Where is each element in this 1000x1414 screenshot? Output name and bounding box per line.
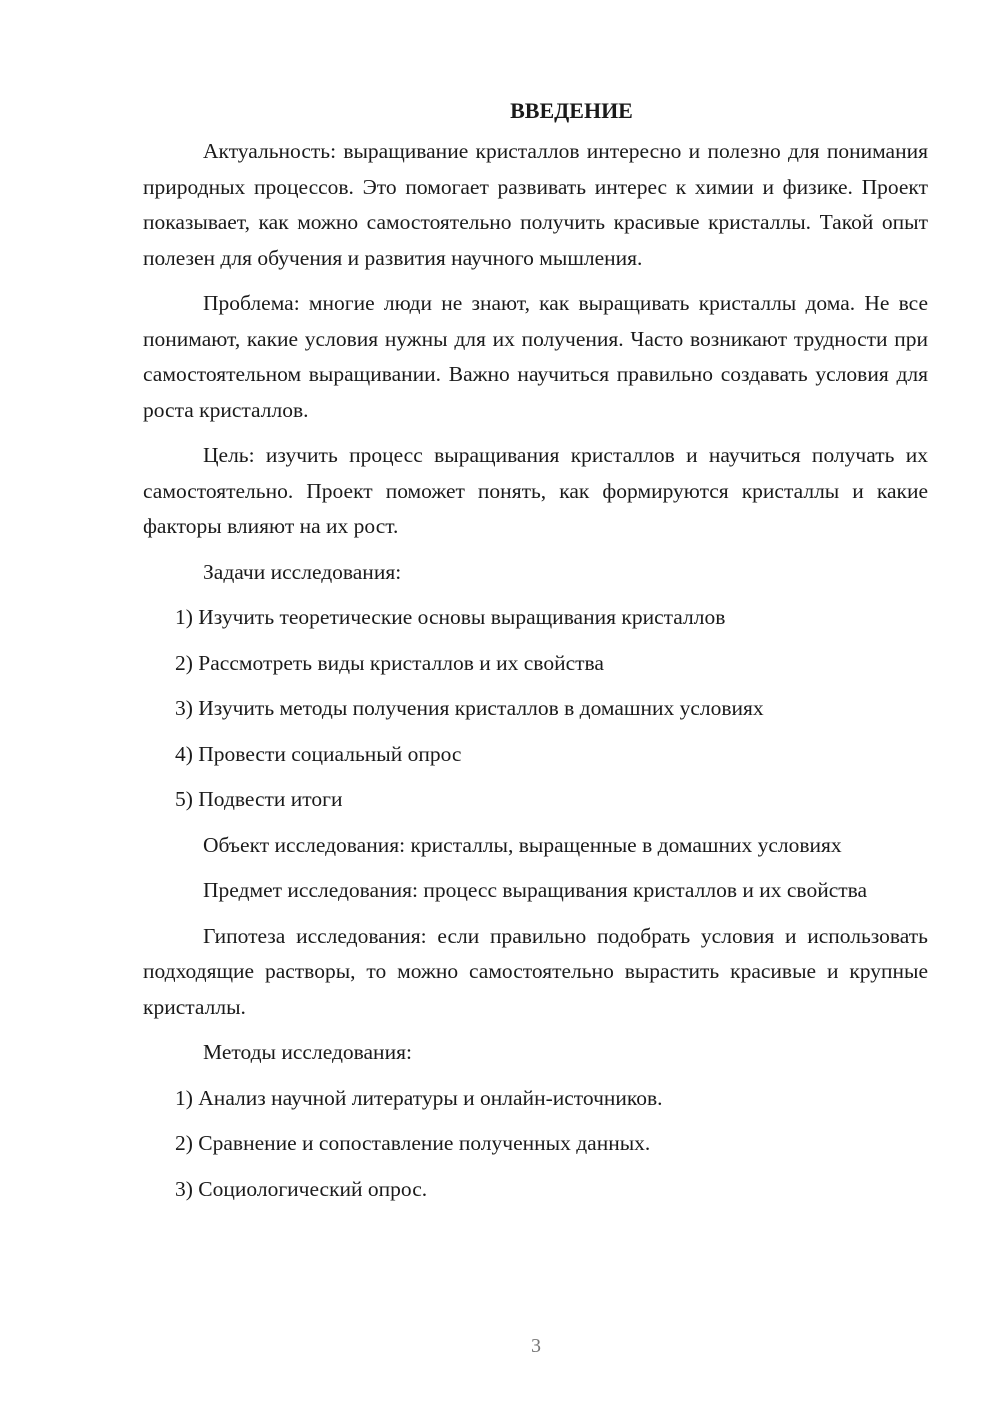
page-number: 3	[531, 1335, 541, 1357]
hypothesis-paragraph: Гипотеза исследования: если правильно подобрать условия и использовать подходящие растворы, то можно самостоятельно вырастить красивые и крупные кристаллы.	[143, 923, 928, 1019]
list-item: 3) Социологический опрос.	[175, 1176, 428, 1201]
methods-heading: Методы исследования:	[203, 1040, 412, 1064]
relevance-paragraph: Актуальность: выращивание кристаллов интересно и полезно для понимания природных процессов. Это помогает развивать интерес к химии и физике. Проект показывает, как можно самостоятельно получить красивые кристаллы. Такой опыт полезен для обучения и развития научного мышления.	[143, 139, 928, 270]
tasks-heading: Задачи исследования:	[203, 559, 402, 584]
methods-list	[143, 1081, 928, 1208]
problem-paragraph: Проблема: многие люди не знают, как выращивать кристаллы дома. Не все понимают, какие условия нужны для их получения. Часто возникают трудности при самостоятельном выращивании. Важно научиться правильно создавать условия для роста кристаллов.	[143, 291, 928, 422]
goal-paragraph: Цель: изучить процесс выращивания кристаллов и научиться получать их самостоятельно. Проект поможет понять, как формируются кристаллы и какие факторы влияют на их рост.	[143, 443, 928, 538]
list-item: 1) Изучить теоретические основы выращивания кристаллов	[175, 605, 726, 629]
list-item: 2) Рассмотреть виды кристаллов и их свойства	[175, 650, 604, 675]
tasks-list	[143, 600, 928, 818]
list-item: 5) Подвести итоги	[175, 787, 343, 811]
list-item: 2) Сравнение и сопоставление полученных данных.	[175, 1131, 651, 1155]
subject-paragraph: Предмет исследования: процесс выращивания кристаллов и их свойства	[203, 878, 868, 902]
list-item: 4) Провести социальный опрос	[175, 741, 462, 766]
list-item: 1) Анализ научной литературы и онлайн-источников.	[175, 1085, 663, 1110]
page-title: ВВЕДЕНИЕ	[510, 98, 633, 123]
object-paragraph: Объект исследования: кристаллы, выращенные в домашних условиях	[203, 832, 842, 857]
list-item: 3) Изучить методы получения кристаллов в домашних условиях	[175, 696, 764, 720]
